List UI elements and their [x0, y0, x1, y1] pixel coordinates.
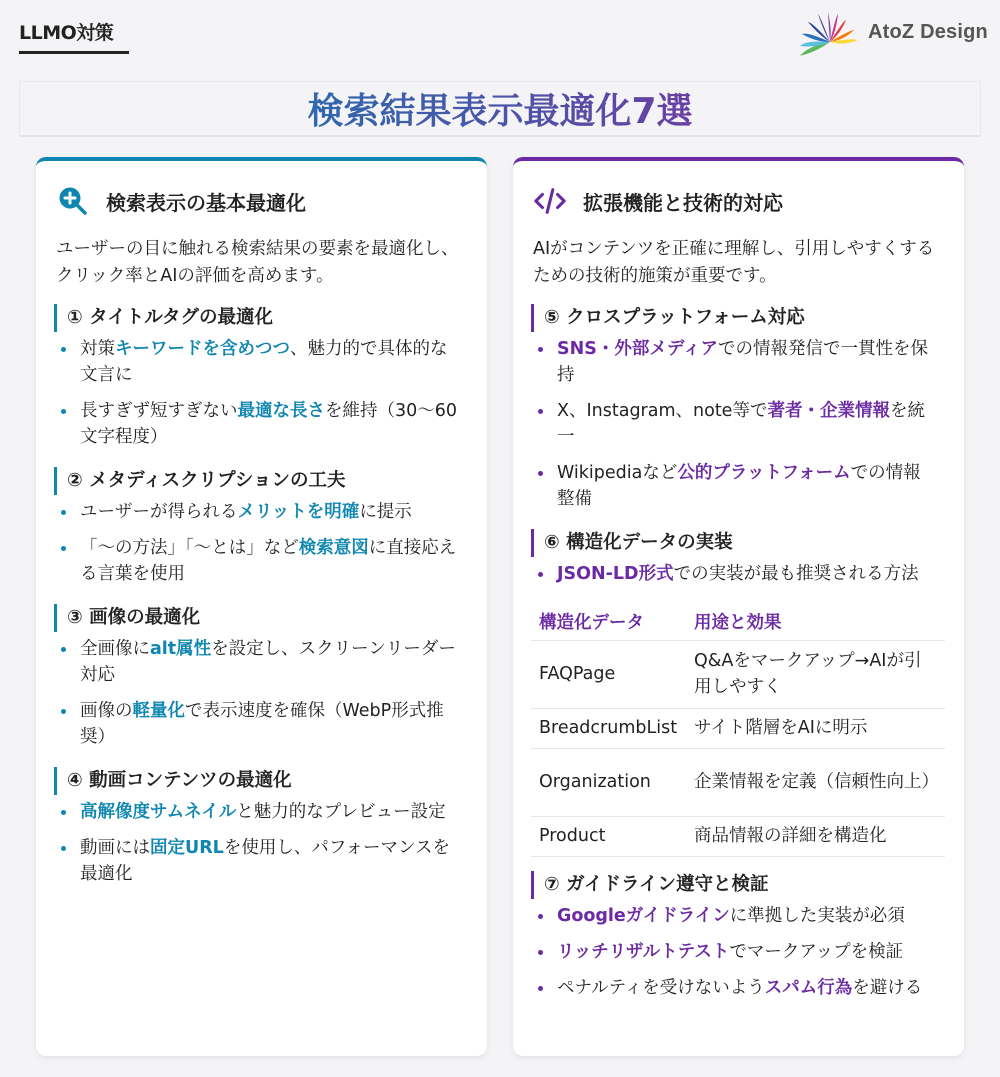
card-title: 拡張機能と技術的対応 — [583, 190, 783, 215]
technical-extension-card — [513, 157, 964, 1056]
section-heading: ⑥ 構造化データの実装 — [531, 529, 936, 557]
table-cell: 企業情報を定義（信頼性向上） — [686, 748, 945, 816]
list-item: 全画像にalt属性を設定し、スクリーンリーダー対応 — [54, 636, 459, 688]
page-title: 検索結果表示最適化7選 — [307, 83, 692, 134]
section-image-optimization — [54, 604, 459, 760]
column-header: 構造化データ — [531, 604, 686, 640]
table-row — [531, 640, 945, 708]
section-heading: ④ 動画コンテンツの最適化 — [54, 767, 459, 795]
column-header: 用途と効果 — [686, 604, 945, 640]
section-guidelines — [531, 871, 936, 1011]
fan-logo-icon — [800, 8, 860, 56]
section-meta-description — [54, 467, 459, 597]
list-item: 画像の軽量化で表示速度を確保（WebP形式推奨） — [54, 698, 459, 750]
code-icon — [533, 186, 567, 216]
section-heading: ② メタディスクリプションの工夫 — [54, 467, 459, 495]
list-item: 動画には固定URLを使用し、パフォーマンスを最適化 — [54, 835, 459, 887]
list-item: ユーザーが得られるメリットを明確に提示 — [54, 499, 459, 525]
section-video-optimization — [54, 767, 459, 897]
section-heading: ① タイトルタグの最適化 — [54, 304, 459, 332]
card-header — [56, 186, 306, 216]
section-cross-platform — [531, 304, 936, 522]
list-item: Wikipediaなど公的プラットフォームでの情報整備 — [531, 460, 936, 512]
list-item: X、Instagram、note等で著者・企業情報を統一 — [531, 398, 936, 450]
section-structured-data — [531, 529, 936, 597]
list-item: リッチリザルトテストでマークアップを検証 — [531, 939, 936, 965]
table-row — [531, 708, 945, 748]
list-item: 高解像度サムネイルと魅力的なプレビュー設定 — [54, 799, 459, 825]
table-cell: BreadcrumbList — [531, 708, 686, 748]
list-item: 対策キーワードを含めつつ、魅力的で具体的な文言に — [54, 336, 459, 388]
section-heading: ⑤ クロスプラットフォーム対応 — [531, 304, 936, 332]
title-banner — [19, 81, 981, 137]
card-description: ユーザーの目に触れる検索結果の要素を最適化し、クリック率とAIの評価を高めます。 — [56, 239, 459, 286]
search-plus-icon — [56, 186, 90, 216]
table-cell: Product — [531, 816, 686, 856]
category-label: LLMO対策 — [19, 18, 129, 54]
table-cell: Organization — [531, 748, 686, 816]
list-item: SNS・外部メディアでの情報発信で一貫性を保持 — [531, 336, 936, 388]
card-description: AIがコンテンツを正確に理解し、引用しやすくするための技術的施策が重要です。 — [533, 239, 935, 286]
section-heading: ⑦ ガイドライン遵守と検証 — [531, 871, 936, 899]
logo-text: AtoZ Design — [868, 20, 988, 43]
list-item: 「〜の方法」「〜とは」など検索意図に直接応える言葉を使用 — [54, 535, 459, 587]
basic-optimization-card — [36, 157, 487, 1056]
table-cell: サイト階層をAIに明示 — [686, 708, 945, 748]
card-header — [533, 186, 783, 216]
table-row — [531, 816, 945, 856]
table-cell: 商品情報の詳細を構造化 — [686, 816, 945, 856]
brand-logo — [800, 8, 988, 56]
list-item: Googleガイドラインに準拠した実装が必須 — [531, 903, 936, 929]
section-title-tag — [54, 304, 459, 460]
list-item: ペナルティを受けないようスパム行為を避ける — [531, 975, 936, 1001]
table-cell: FAQPage — [531, 640, 686, 708]
table-cell: Q&Aをマークアップ→AIが引用しやすく — [686, 640, 945, 708]
list-item: 長すぎず短すぎない最適な長さを維持（30〜60文字程度） — [54, 398, 459, 450]
card-title: 検索表示の基本最適化 — [106, 190, 306, 215]
table-row — [531, 748, 945, 816]
section-heading: ③ 画像の最適化 — [54, 604, 459, 632]
list-item: JSON-LD形式での実装が最も推奨される方法 — [531, 561, 936, 587]
structured-data-table — [531, 604, 945, 857]
table-header-row — [531, 604, 945, 640]
